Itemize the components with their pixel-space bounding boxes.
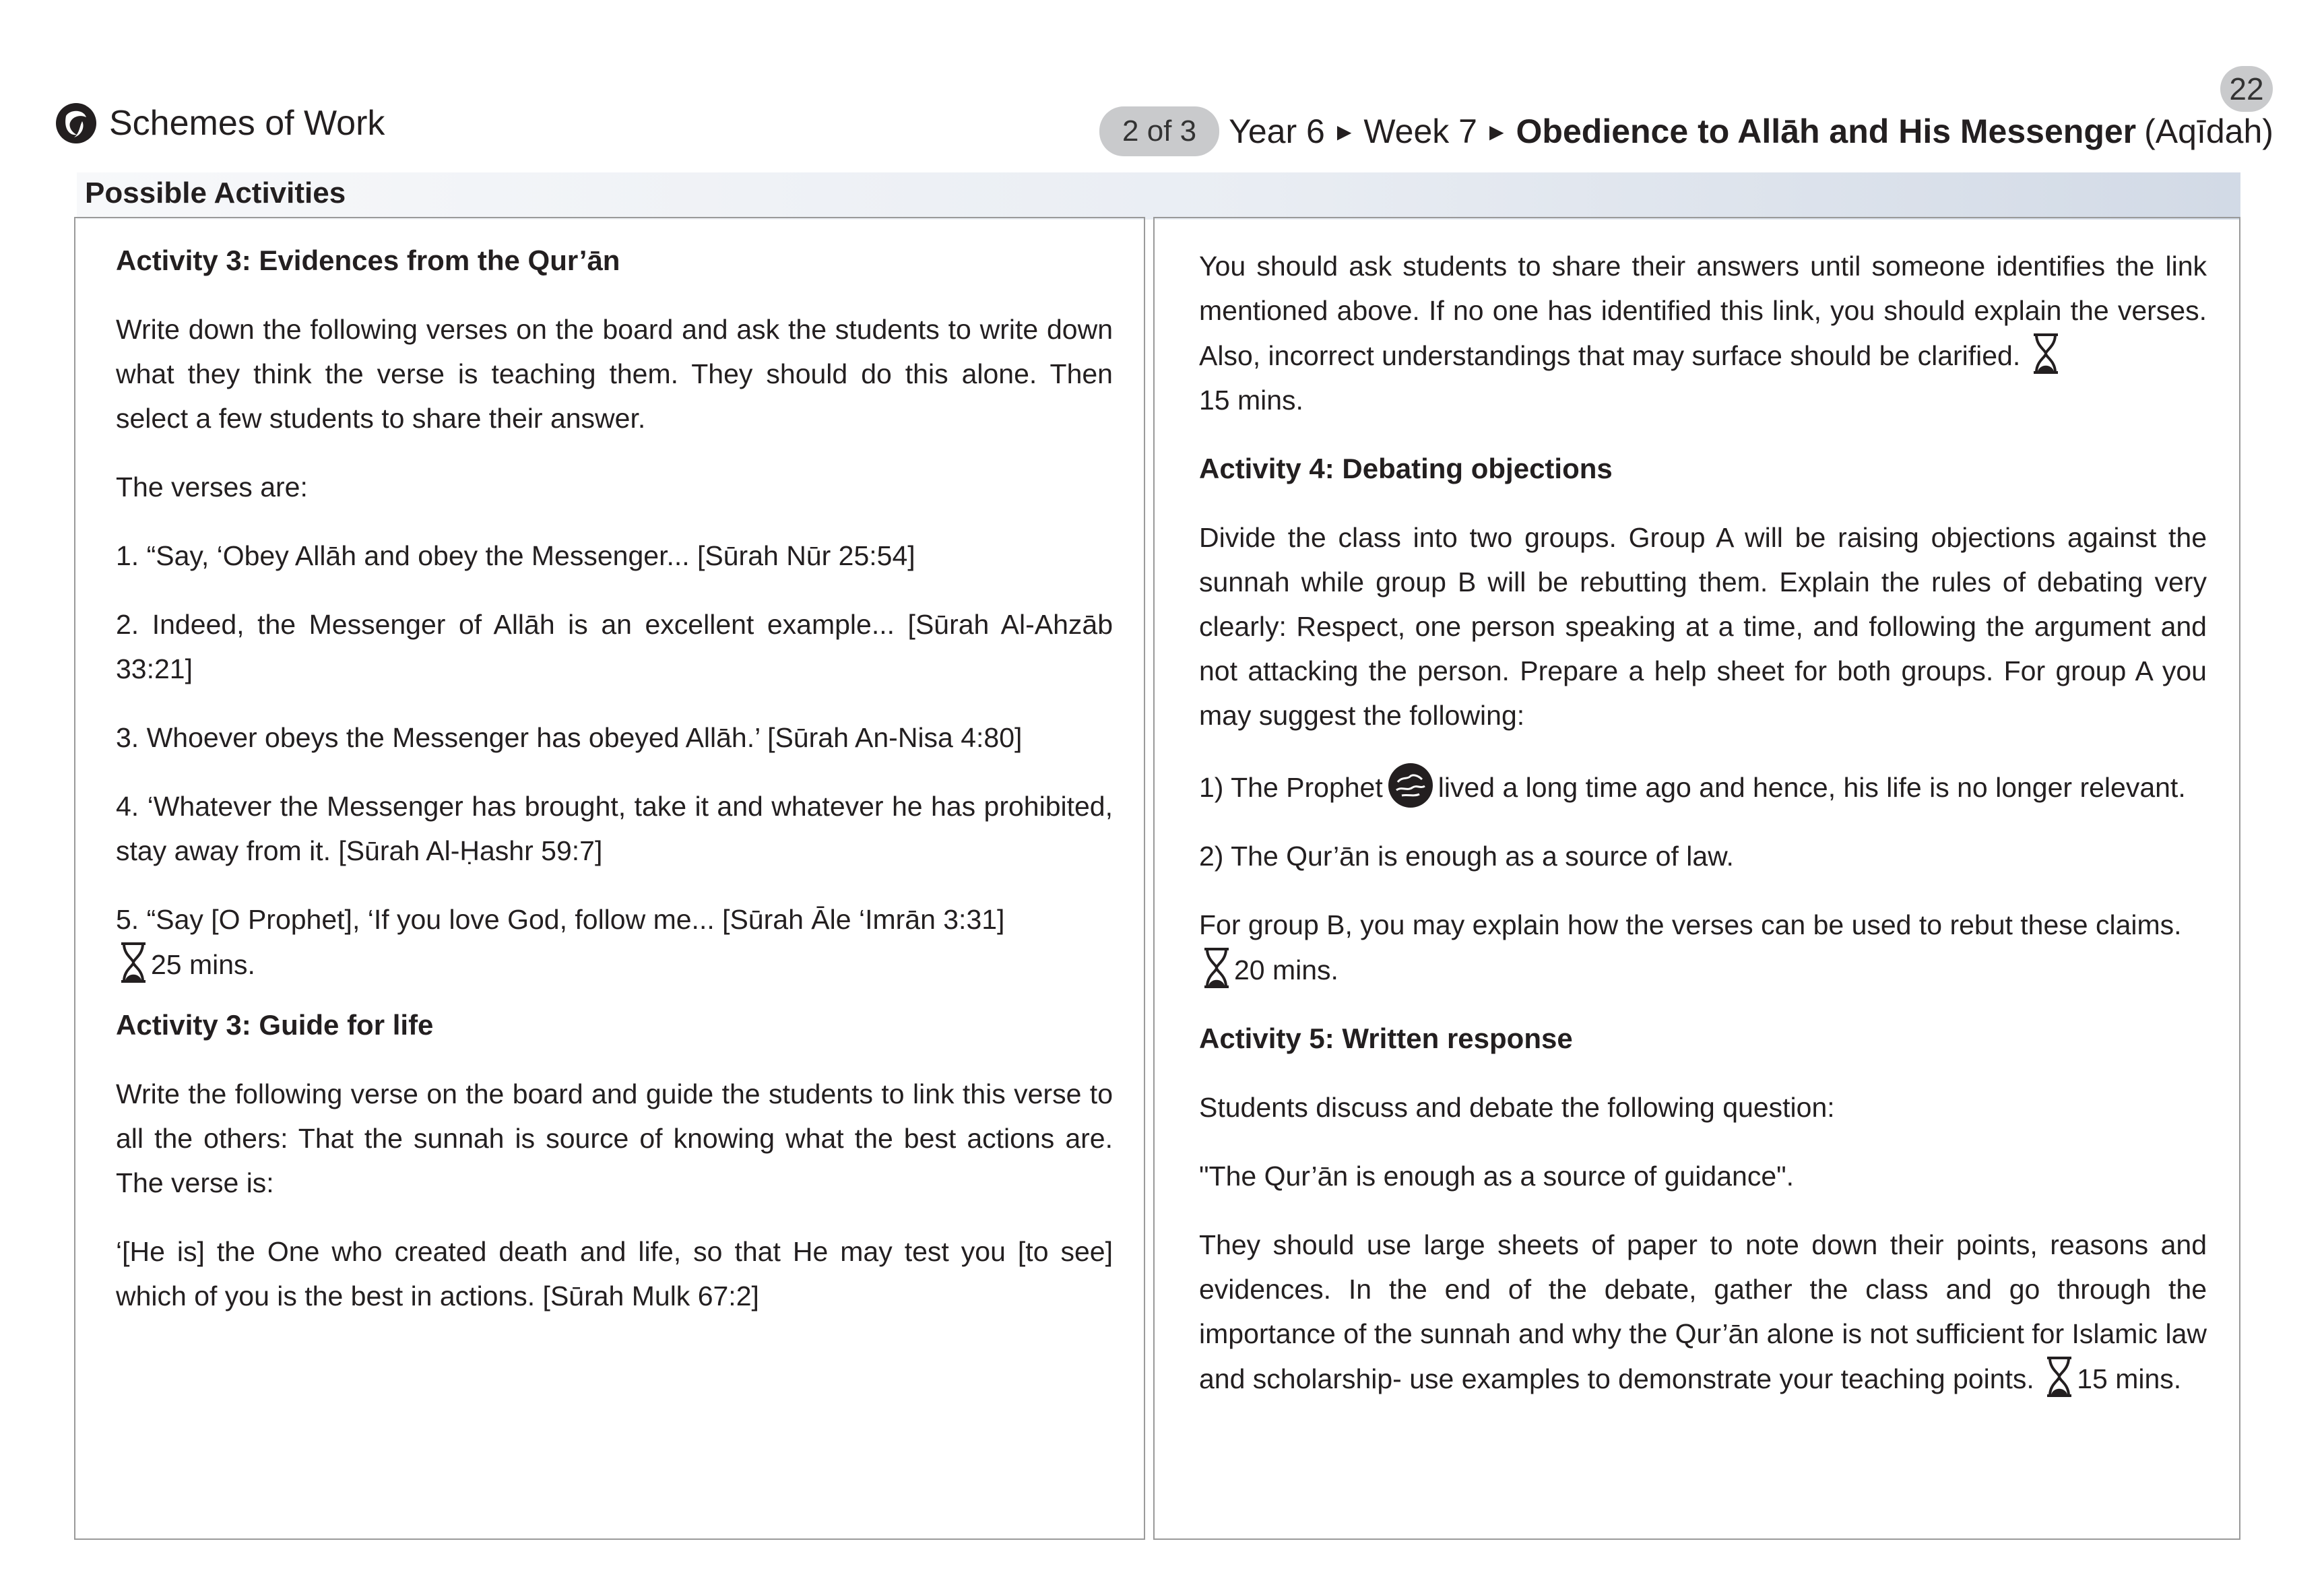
- objection-item: [1199, 762, 2207, 810]
- breadcrumb-separator-icon: ▶: [1489, 121, 1504, 142]
- continued-text: [1199, 244, 2207, 422]
- activity-time: 20 mins.: [1234, 954, 1338, 985]
- activity-text: [1199, 1223, 2207, 1401]
- brand-label: Schemes of Work: [109, 104, 385, 143]
- brand: [54, 101, 385, 145]
- verse-item: 4. ‘Whatever the Messenger has brought, take it and whatever he has prohibited, stay away from it. [Sūrah Al-Ḥashr 59:7]: [116, 791, 1113, 866]
- activity-title: Activity 5: Written response: [1199, 1023, 1573, 1054]
- breadcrumb: [1099, 106, 2273, 156]
- activity-time: 25 mins.: [151, 949, 255, 980]
- objection-item: 2) The Qur’ān is enough as a source of law.: [1199, 841, 1734, 872]
- breadcrumb-separator-icon: ▶: [1336, 121, 1352, 142]
- verse-item: ‘[He is] the One who created death and life, so that He may test you [to see] which of you is the best in actions. [Sūrah Mulk 67:2]: [116, 1236, 1113, 1311]
- section-bar: [77, 172, 2240, 220]
- activity-title: Activity 3: Guide for life: [116, 1009, 434, 1041]
- hourglass-icon: [2031, 333, 2061, 375]
- group-b-body: For group B, you may explain how the verses can be used to rebut these claims.: [1199, 909, 2182, 940]
- objection-text: lived a long time ago and hence, his life is no longer relevant.: [1438, 772, 2186, 803]
- debate-question: "The Qur’ān is enough as a source of guidance".: [1199, 1161, 1795, 1192]
- hourglass-icon: [2044, 1356, 2074, 1398]
- activity-intro: Students discuss and debate the following question:: [1199, 1092, 1835, 1123]
- verses-label: The verses are:: [116, 472, 308, 502]
- breadcrumb-year: Year 6: [1229, 112, 1325, 150]
- verse-item-with-time: [116, 897, 1113, 987]
- breadcrumb-category: (Aqīdah): [2144, 112, 2273, 150]
- right-column: [1199, 244, 2207, 1425]
- section-heading: Possible Activities: [85, 176, 346, 209]
- objection-text: 1) The Prophet: [1199, 772, 1383, 803]
- breadcrumb-week: Week 7: [1363, 112, 1477, 150]
- activity-intro: Divide the class into two groups. Group A will be raising objections against the sunnah while group B will be rebutting them. Explain the rules of debating very clearly: Respect, one person speaking at a time, and following the argument and not attacking the person. Prepare a help sheet for both groups. For group A you may suggest the following:: [1199, 522, 2207, 731]
- activity-time: 15 mins.: [2077, 1363, 2182, 1394]
- continued-body: You should ask students to share their answers until someone identifies the link mentioned above. If no one has identified this link, you should explain the verses. Also, incorrect understandings that may surface should be clarified.: [1199, 251, 2207, 371]
- hourglass-icon: [119, 942, 148, 983]
- salawat-seal-icon: [1387, 762, 1434, 809]
- schemes-logo-icon: [54, 101, 98, 145]
- verse-item: 1. “Say, ‘Obey Allāh and obey the Messenger... [Sūrah Nūr 25:54]: [116, 540, 915, 571]
- verse-item: 2. Indeed, the Messenger of Allāh is an excellent example... [Sūrah Al-Ahzāb 33:21]: [116, 609, 1113, 684]
- hourglass-icon: [1202, 947, 1231, 989]
- activity-intro: Write down the following verses on the board and ask the students to write down what they think the verse is teaching them. They should do this alone. Then select a few students to share their answer.: [116, 314, 1113, 434]
- activity-title: Activity 3: Evidences from the Qur’ān: [116, 245, 620, 276]
- part-badge: 2 of 3: [1099, 106, 1219, 156]
- activity-body: They should use large sheets of paper to note down their points, reasons and evidences. In the end of the debate, gather the class and go through the importance of the sunnah and why the Qur’ān alone is not sufficient for Islamic law and scholarship- use examples to demonstrate your teaching points.: [1199, 1229, 2207, 1394]
- verse-item: 5. “Say [O Prophet], ‘If you love God, follow me... [Sūrah Āle ‘Imrān 3:31]: [116, 904, 1005, 935]
- activity-title: Activity 4: Debating objections: [1199, 453, 1613, 484]
- activity-intro: Write the following verse on the board and guide the students to link this verse to all the others: That the sunnah is source of knowing what the best actions are. The verse is:: [116, 1078, 1113, 1198]
- breadcrumb-title: Obedience to Allāh and His Messenger: [1516, 112, 2137, 150]
- activity-time: 15 mins.: [1199, 385, 1303, 416]
- page-number: 22: [2220, 66, 2273, 112]
- left-column: [116, 238, 1113, 1342]
- group-b-text: [1199, 903, 2207, 992]
- verse-item: 3. Whoever obeys the Messenger has obeyed Allāh.’ [Sūrah An-Nisa 4:80]: [116, 722, 1023, 753]
